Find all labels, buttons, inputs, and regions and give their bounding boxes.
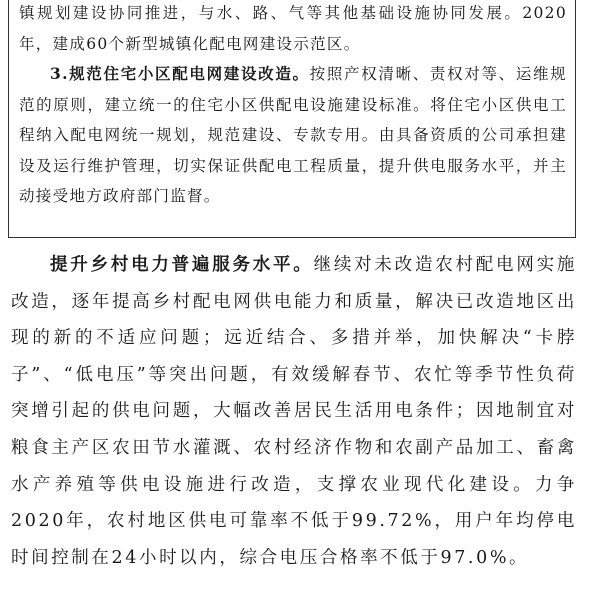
box-paragraph-2-body: 按照产权清晰、责权对等、运维规范的原则，建立统一的住宅小区供配电设施建设标准。将住宅小区供电工程纳入配电网统一规划，规范建设、专款专用。由具备资质的公司承担建设及运行维护管理，切实保证供配电工程质量，提升供电服务水平，并主动接受地方政府部门监督。	[19, 65, 567, 205]
main-paragraph	[11, 247, 577, 576]
main-paragraph-heading: 提升乡村电力普遍服务水平。	[50, 255, 314, 275]
box-paragraph-2	[19, 59, 567, 212]
main-text	[11, 247, 577, 576]
box-paragraph-1: 镇规划建设协同推进，与水、路、气等其他基础设施协同发展。2020年，建成60个新型城镇化配电网建设示范区。	[19, 4, 567, 53]
box-paragraph-2-heading: 3.规范住宅小区配电网建设改造。	[50, 64, 310, 83]
main-paragraph-body: 继续对未改造农村配电网实施改造，逐年提高乡村配电网供电能力和质量，解决已改造地区出现的新的不适应问题；远近结合、多措并举，加快解决“卡脖子”、“低电压”等突出问题，有效缓解春节、农忙等季节性负荷突增引起的供电问题，大幅改善居民生活用电条件；因地制宜对粮食主产区农田节水灌溉、农村经济作物和农副产品加工、畜禽水产养殖等供电设施进行改造，支撑农业现代化建设。力争2020年，农村地区供电可靠率不低于99.72%，用户年均停电时间控制在24小时以内，综合电压合格率不低于97.0%。	[11, 255, 577, 568]
boxed-excerpt	[8, 0, 576, 238]
